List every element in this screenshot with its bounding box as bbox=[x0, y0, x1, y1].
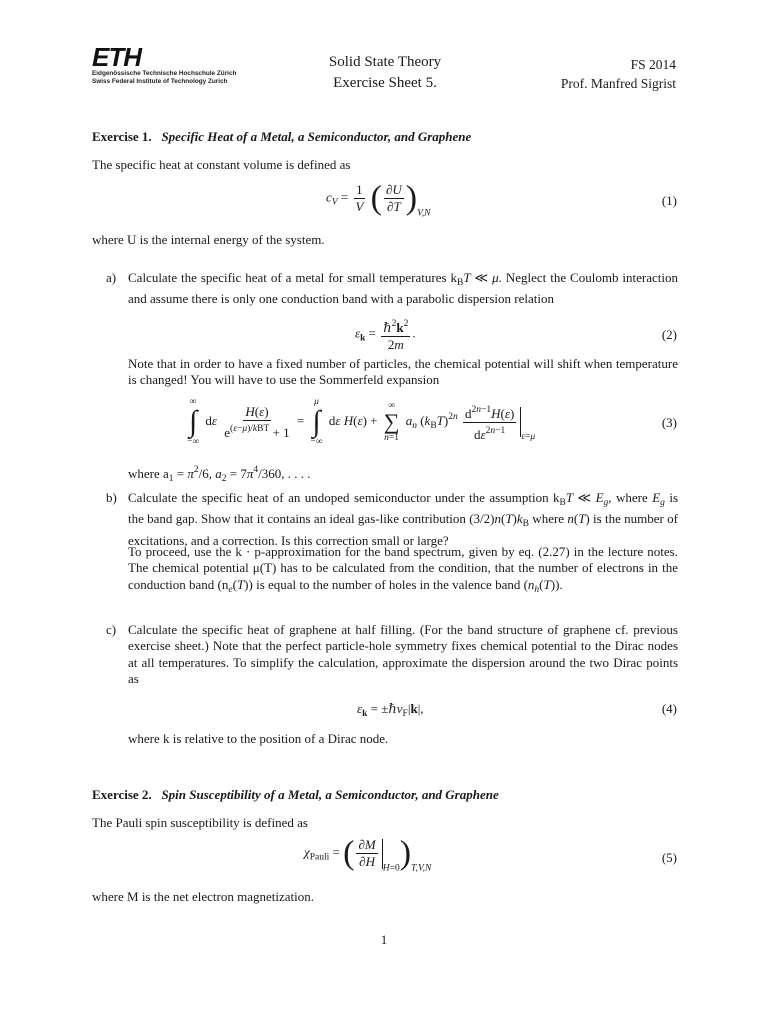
equation-3-number: (3) bbox=[661, 415, 677, 430]
exercise2-label: Exercise 2. bbox=[92, 787, 152, 802]
coefficients-text: where a bbox=[128, 466, 169, 481]
item-b-para2: To proceed, use the k · p-approximation for the band spectrum, given by eq. (2.27) in the lecture notes. The chemical potential μ(T) has to be calculated from the condition, that the number of electrons in the conduction band $(n_e(T))$ is equal to the number of holes in the valence band $(n_h(T))$. bbox=[128, 544, 678, 595]
page-number: 1 bbox=[380, 932, 388, 947]
eth-logo-line-english: Swiss Federal Institute of Technology Zurich bbox=[92, 78, 228, 85]
item-b-para2-text: To proceed, use the k · p-approximation for the band spectrum, given by eq. (2.27) in the lecture notes. The chemical potential μ(T) has to be calculated from the condition, that the number of electrons in the conduction band (n bbox=[128, 544, 678, 592]
exercise1-after-eq1: where U is the internal energy of the system. bbox=[92, 232, 325, 247]
exercise1-intro: The specific heat at constant volume is defined as bbox=[92, 157, 351, 172]
equation-5: $\chi_{Pauli}$ = ( $\frac{\partial M}{\partial H}$ $_{H=0})_{T,V,N}$ bbox=[304, 834, 432, 874]
item-b-text-start: Calculate the specific heat of an undoped semiconductor under the assumption k bbox=[128, 490, 560, 505]
item-a-note: Note that in order to have a fixed number of particles, the chemical potential will shift when temperature is changed! You will have to use the Sommerfeld expansion bbox=[128, 356, 678, 388]
item-a-text: Calculate the specific heat of a metal for small temperatures $k_BT$ ≪ μ. Neglect the Coulomb interaction and assume there is only one conduction band with a parabolic dispersion relation bbox=[128, 270, 678, 307]
equation-1: $c_V$ = $\frac{1}{V}$ ( $\frac{\partial U}{\partial T}$ )$_{V,N}$ bbox=[326, 179, 431, 219]
item-b-text: Calculate the specific heat of an undoped semiconductor under the assumption $k_BT$ ≪ $E_g$, where $E_g$ is the band gap. Show that it contains an ideal gas-like contribution $(3/2)n(T)k_B$ where n(T) is the number of excitations, and a correction. Is this correction small or large? bbox=[128, 490, 679, 548]
eth-logo-line-german: Eidgenössische Technische Hochschule Zürich bbox=[92, 70, 237, 77]
exercise1-label: Exercise 1. bbox=[92, 129, 152, 144]
exercise2-after: where M is the net electron magnetization. bbox=[92, 889, 315, 904]
equation-5-number: (5) bbox=[661, 850, 677, 865]
item-a-marker: a) bbox=[106, 270, 117, 285]
exercise1-heading bbox=[92, 129, 678, 146]
exercise2-intro: The Pauli spin susceptibility is defined as bbox=[92, 815, 308, 830]
exercise2-title: Spin Susceptibility of a Metal, a Semiconductor, and Graphene bbox=[161, 787, 499, 802]
equation-3: ∞ ∫ −∞ dε $\frac{H(\varepsilon)}{e^{(\varepsilon-\mu)/kBT} + 1}$ = μ ∫ −∞ dε H(ε) + ∞ ∑ n=1 $a_n$ $(k_BT)^{2n}$ $\frac{d^{2n-1}H(\varepsilon)}{d\varepsilon^{2n-1}}$ $_{\varepsilon=\mu}$ bbox=[187, 397, 536, 447]
item-c-after: where k is relative to the position of a Dirac node. bbox=[128, 731, 389, 746]
term: FS 2014 bbox=[630, 57, 676, 72]
item-a-text-start: Calculate the specific heat of a metal for small temperatures k bbox=[128, 270, 458, 285]
equation-2: $\varepsilon_k$ = $\frac{\hbar^2k^2}{2m}$ . bbox=[355, 319, 416, 352]
course-title: Solid State Theory bbox=[328, 54, 442, 70]
eth-logo bbox=[92, 44, 236, 86]
equation-1-number: (1) bbox=[661, 193, 677, 208]
equation-2-number: (2) bbox=[661, 327, 677, 342]
item-b-marker: b) bbox=[106, 490, 117, 505]
equation-4: $\varepsilon_k$ = ±ℏv$_F$|k|, bbox=[357, 701, 424, 719]
item-a-coefficients: where $a_1 = \pi^2/6$, $a_2 = 7\pi^4/360$, . . . . bbox=[128, 465, 311, 484]
item-c-text: Calculate the specific heat of graphene at half filling. (For the band structure of graphene cf. previous exercise sheet.) Note that the perfect particle-hole symmetry fixes chemical potential to the Dirac nodes at all temperatures. To simplify the calculation, approximate the dispersion around the two Dirac points as bbox=[128, 622, 678, 687]
eth-logo-mark: ETH bbox=[92, 42, 141, 72]
exercise1-title: Specific Heat of a Metal, a Semiconductor, and Graphene bbox=[161, 129, 472, 144]
sheet-title: Exercise Sheet 5. bbox=[333, 75, 437, 91]
professor: Prof. Manfred Sigrist bbox=[560, 76, 676, 91]
equation-4-number: (4) bbox=[661, 701, 677, 716]
exercise2-heading bbox=[92, 787, 678, 804]
item-c-marker: c) bbox=[106, 622, 117, 637]
